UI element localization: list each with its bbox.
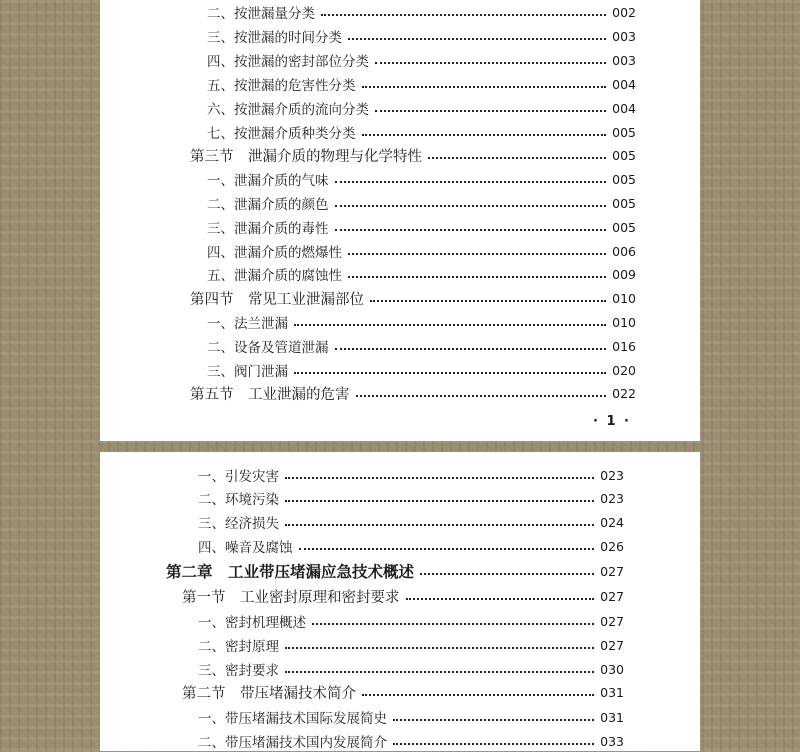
leader-dots [335,348,607,350]
toc-entry-page: 027 [600,563,624,579]
toc-entry-title: 三、按泄漏的时间分类 [207,30,342,46]
toc-entry-title: 一、泄漏介质的气味 [207,173,329,189]
toc-entry-title: 四、泄漏介质的燃爆性 [207,245,342,261]
toc-entry-page: 023 [600,467,624,483]
toc-entry [207,49,636,71]
toc-entry-page: 022 [612,385,636,401]
toc-entry-title: 三、经济损失 [198,516,279,532]
toc-entry-page: 006 [612,243,636,259]
toc-entry-page: 027 [600,613,624,629]
toc-entry-title: 一、引发灾害 [198,469,279,485]
leader-dots [285,524,594,526]
toc-entry [198,487,624,509]
toc-entry-title: 二、环境污染 [198,492,279,508]
toc-entry-page: 002 [612,4,636,20]
toc-entry [198,535,624,557]
toc-entry-page: 024 [600,514,624,530]
leader-dots [335,229,607,231]
leader-dots [348,276,606,278]
toc-section-entry [190,287,636,309]
toc-entry [198,658,624,680]
leader-dots [420,573,594,575]
toc-entry-title: 三、密封要求 [198,663,279,679]
leader-dots [406,598,595,600]
toc-entry [198,511,624,533]
toc-entry-page: 031 [600,709,624,725]
leader-dots [356,395,607,397]
leader-dots [375,110,606,112]
leader-dots [285,671,594,673]
toc-section-entry [190,144,636,166]
toc-chapter-entry [166,560,624,582]
toc-entry-title: 一、带压堵漏技术国际发展简史 [198,711,387,727]
toc-entry [207,25,636,47]
toc-entry-page: 004 [612,76,636,92]
toc-entry-title: 第二章 工业带压堵漏应急技术概述 [166,563,415,581]
leader-dots [362,86,607,88]
toc-entry-page: 033 [600,733,624,749]
toc-entry [207,73,636,95]
leader-dots [393,719,594,721]
toc-entry-title: 第三节 泄漏介质的物理与化学特性 [190,148,422,165]
toc-entry-page: 010 [612,290,636,306]
leader-dots [312,623,594,625]
toc-entry-page: 005 [612,219,636,235]
leader-dots [299,548,595,550]
toc-entry-title: 三、阀门泄漏 [207,364,288,380]
toc-entry [207,311,636,333]
leader-dots [393,743,594,745]
toc-entry-page: 027 [600,588,624,604]
toc-section-entry [182,585,624,607]
leader-dots [348,253,606,255]
toc-entry [198,610,624,632]
toc-entry-page: 027 [600,637,624,653]
toc-entry-page: 004 [612,100,636,116]
toc-page-bottom [100,452,700,751]
toc-entry-page: 009 [612,266,636,282]
leader-dots [362,134,607,136]
toc-entry-title: 二、泄漏介质的颜色 [207,197,329,213]
toc-entry-title: 二、密封原理 [198,639,279,655]
leader-dots [285,477,594,479]
toc-entry-page: 030 [600,661,624,677]
toc-entry [207,97,636,119]
toc-entry [198,464,624,486]
toc-entry-page: 023 [600,490,624,506]
toc-entry [207,121,636,143]
toc-entry-page: 031 [600,684,624,700]
toc-section-entry [182,681,624,703]
leader-dots [294,324,606,326]
leader-dots [285,500,594,502]
toc-entry-page: 010 [612,314,636,330]
toc-entry-title: 四、噪音及腐蚀 [198,540,293,556]
page-number: · 1 · [593,414,631,429]
toc-entry [207,1,636,23]
toc-entry-title: 第二节 带压堵漏技术简介 [182,685,356,702]
toc-entry-title: 五、泄漏介质的腐蚀性 [207,268,342,284]
toc-entry-page: 005 [612,147,636,163]
toc-page-top [100,0,700,441]
toc-entry-page: 005 [612,195,636,211]
toc-entry-page: 005 [612,171,636,187]
leader-dots [362,694,594,696]
leader-dots [375,62,606,64]
toc-entry [207,335,636,357]
toc-entry [198,730,624,752]
toc-entry-title: 二、带压堵漏技术国内发展简介 [198,735,387,751]
leader-dots [348,38,606,40]
toc-entry-page: 016 [612,338,636,354]
toc-entry-title: 一、密封机理概述 [198,615,306,631]
toc-entry-page: 005 [612,124,636,140]
toc-entry-title: 四、按泄漏的密封部位分类 [207,54,369,70]
toc-entry-page: 020 [612,362,636,378]
leader-dots [335,205,607,207]
toc-entry [207,168,636,190]
toc-entry [207,192,636,214]
toc-entry-page: 003 [612,52,636,68]
toc-entry [207,359,636,381]
leader-dots [370,300,606,302]
toc-entry-title: 第四节 常见工业泄漏部位 [190,291,364,308]
leader-dots [335,181,607,183]
leader-dots [285,647,594,649]
toc-entry-title: 二、按泄漏量分类 [207,6,315,22]
toc-entry [207,216,636,238]
toc-entry-title: 第一节 工业密封原理和密封要求 [182,589,400,606]
toc-entry [207,240,636,262]
leader-dots [321,14,606,16]
leader-dots [428,157,606,159]
toc-entry-title: 七、按泄漏介质种类分类 [207,126,356,142]
toc-entry-page: 003 [612,28,636,44]
toc-entry-title: 六、按泄漏介质的流向分类 [207,102,369,118]
leader-dots [294,372,606,374]
toc-entry [198,634,624,656]
toc-entry [207,263,636,285]
toc-entry-title: 三、泄漏介质的毒性 [207,221,329,237]
toc-entry [198,706,624,728]
toc-entry-title: 二、设备及管道泄漏 [207,340,329,356]
toc-entry-title: 第五节 工业泄漏的危害 [190,386,350,403]
toc-section-entry [190,382,636,404]
toc-entry-title: 一、法兰泄漏 [207,316,288,332]
toc-entry-title: 五、按泄漏的危害性分类 [207,78,356,94]
toc-entry-page: 026 [600,538,624,554]
